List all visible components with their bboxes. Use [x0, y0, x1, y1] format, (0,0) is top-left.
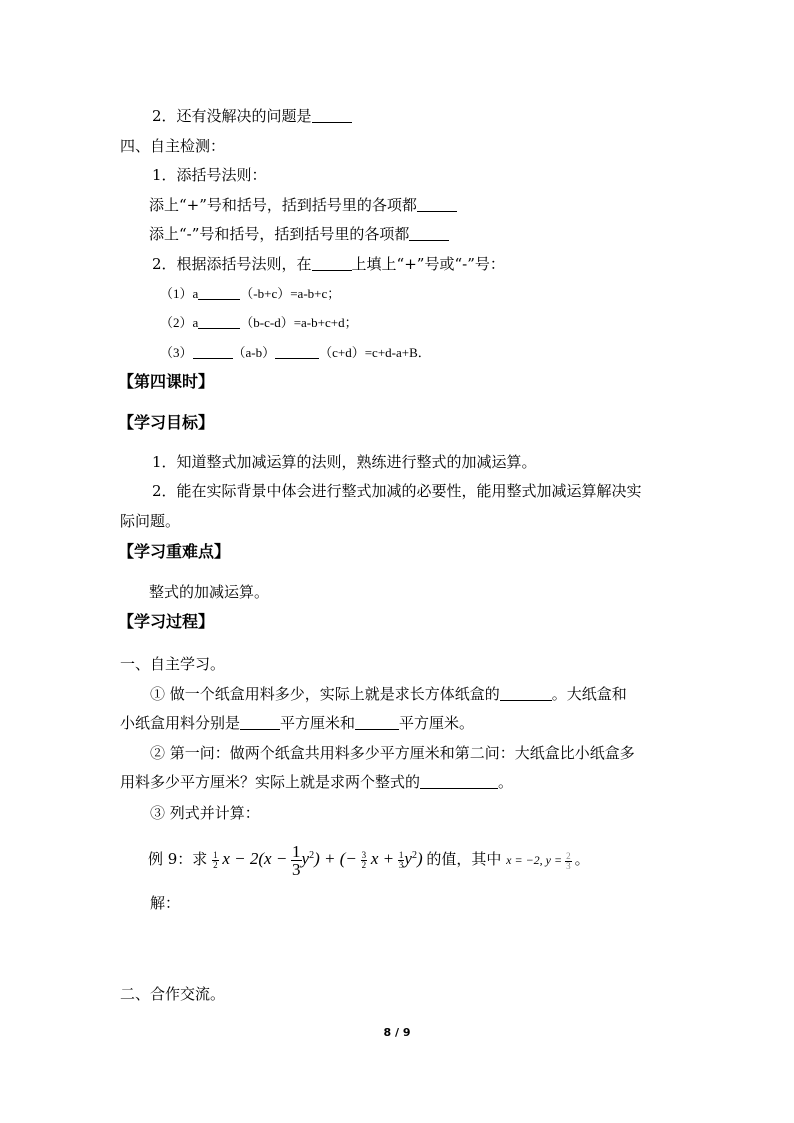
math-expression: $\frac{1}{2}$ x − 2(x − $\frac{1}{3}$ $y^2$) + (− $\frac{3}{2}$ x + $\frac{1}{3}$ $y^2$)	[213, 842, 423, 880]
question-line	[152, 106, 352, 126]
goal-2: 2．能在实际背景中体会进行整式加减的必要性，能用整式加减运算解决实	[152, 482, 642, 500]
process-item-1: ① 做一个纸盒用料多少，实际上就是求长方体纸盒的 。大纸盒和	[150, 685, 627, 703]
goal-1: 1．知道整式加减运算的法则，熟练进行整式的加减运算。	[152, 453, 537, 471]
heading-lesson-four: 【第四课时】	[118, 372, 215, 391]
process-item-3: ③ 列式并计算：	[150, 804, 260, 822]
page-indicator: 8 / 9	[383, 1026, 411, 1039]
heading-learning-process: 【学习过程】	[118, 612, 215, 631]
fraction-one-third: $\frac{1}{3}$	[292, 842, 301, 880]
exercise-1: （1）a （-b+c）=a-b+c；	[160, 286, 341, 301]
answer-blank[interactable]	[193, 343, 233, 359]
section-heading-self-check: 四、自主检测：	[120, 137, 226, 155]
process-item-1-continued: 小纸盒用料分别是 平方厘米和 平方厘米。	[120, 714, 475, 732]
answer-blank[interactable]	[420, 773, 498, 789]
answer-blank[interactable]	[240, 714, 280, 730]
answer-blank[interactable]	[409, 225, 449, 241]
answer-blank[interactable]	[312, 255, 352, 271]
answer-blank[interactable]	[355, 714, 399, 730]
heading-learning-goals: 【学习目标】	[118, 413, 215, 432]
example-9: 例 9：求 $\frac{1}{2}$ x − 2(x − $\frac{1}{3}$ $y^2$) + (− $\frac{3}{2}$ x + $\frac{1}{3}$ $y^2$) 的值，其中 x = −2, y = $\frac{2}{3}$ 。	[148, 842, 590, 880]
rule-heading: 1．添括号法则：	[152, 166, 267, 184]
fraction-one-third-small: $\frac{1}{3}$	[398, 850, 404, 871]
heading-key-points: 【学习重难点】	[118, 542, 231, 561]
exercise-2: （2）a （b-c-d）=a-b+c+d；	[160, 315, 358, 330]
answer-blank[interactable]	[198, 313, 240, 329]
section-cooperation: 二、合作交流。	[120, 985, 226, 1003]
answer-blank[interactable]	[312, 107, 352, 123]
fraction-two-thirds: $\frac{2}{3}$	[566, 850, 571, 871]
question-text: 2．还有没解决的问题是	[152, 107, 312, 125]
rule-minus-line: 添上“-”号和括号，括到括号里的各项都	[149, 224, 449, 244]
process-item-2: ② 第一问：做两个纸盒共用料多少平方厘米和第二问：大纸盒比小纸盒多	[150, 744, 635, 762]
answer-blank[interactable]	[500, 685, 552, 701]
goal-2-continued: 际问题。	[120, 512, 181, 530]
exercise-3: （3） （a-b） （c+d）=c+d-a+B．	[160, 345, 431, 360]
math-condition: x = −2, y = $\frac{2}{3}$	[506, 850, 571, 871]
key-point-text: 整式的加减运算。	[149, 583, 270, 601]
fraction-three-halves: $\frac{3}{2}$	[361, 850, 367, 871]
fraction-half: $\frac{1}{2}$	[213, 850, 218, 871]
process-item-2-continued: 用料多少平方厘米？实际上就是求两个整式的 。	[120, 773, 514, 791]
answer-blank[interactable]	[275, 343, 319, 359]
solution-label: 解：	[150, 894, 181, 912]
answer-blank[interactable]	[198, 284, 240, 300]
answer-blank[interactable]	[417, 196, 457, 212]
rule-plus-line: 添上“+”号和括号，括到括号里的各项都	[149, 195, 457, 215]
fill-sign-instruction: 2．根据添括号法则，在 上填上“+”号或“-”号：	[152, 255, 505, 273]
section-self-study: 一、自主学习。	[120, 655, 226, 673]
